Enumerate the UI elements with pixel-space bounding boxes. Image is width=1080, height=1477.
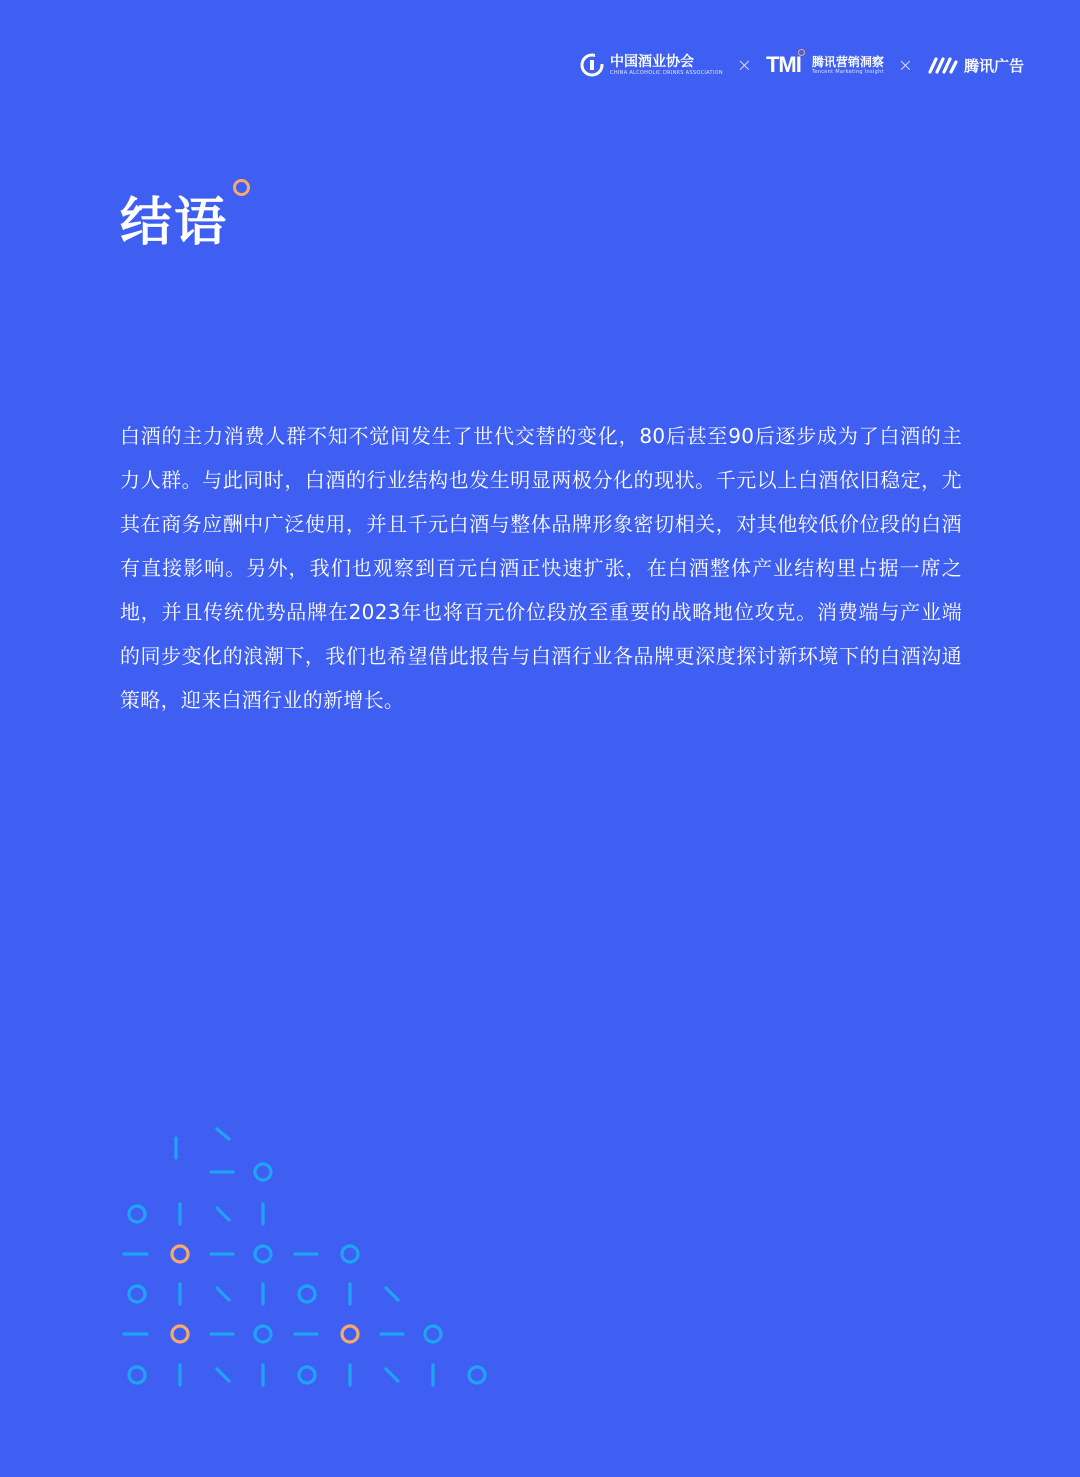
pattern-ring: [255, 1246, 271, 1262]
pattern-dash: [217, 1288, 229, 1300]
tmi-sub: Tencent Marketing Insight: [811, 68, 884, 75]
separator-x: ×: [897, 54, 913, 76]
pattern-ring: [342, 1246, 358, 1262]
pattern-ring: [299, 1367, 315, 1383]
separator-x: ×: [736, 54, 752, 76]
pattern-ring: [255, 1164, 271, 1180]
conclusion-paragraph: 白酒的主力消费人群不知不觉间发生了世代交替的变化，80后甚至90后逐步成为了白酒的主力人群。与此同时，白酒的行业结构也发生明显两极分化的现状。千元以上白酒依旧稳定，尤其在商务应酬中广泛使用，并且千元白酒与整体品牌形象密切相关，对其他较低价位段的白酒有直接影响。另外，我们也观察到百元白酒正快速扩张，在白酒整体产业结构里占据一席之地，并且传统优势品牌在2023年也将百元价位段放至重要的战略地位攻克。消费端与产业端的同步变化的浪潮下，我们也希望借此报告与白酒行业各品牌更深度探讨新环境下的白酒沟通策略，迎来白酒行业的新增长。: [120, 424, 962, 712]
pattern-ring: [469, 1367, 485, 1383]
pattern-dash: [386, 1288, 398, 1300]
pattern-ring: [172, 1326, 188, 1342]
pattern-ring: [255, 1326, 271, 1342]
cada-sub: CHINA ALCOHOLIC DRINKS ASSOCIATION: [610, 69, 723, 76]
tmi-mark: TMI: [766, 52, 801, 78]
pattern-ring: [129, 1367, 145, 1383]
cada-name: 中国酒业协会: [610, 53, 695, 70]
pattern-dash: [386, 1369, 398, 1381]
pattern-ring: [129, 1286, 145, 1302]
page-title: 结语: [120, 193, 229, 253]
pattern-dash: [217, 1369, 229, 1381]
pattern-ring: [342, 1326, 358, 1342]
tencent-ads-name: 腾讯广告: [963, 56, 1024, 75]
pattern-dash: [217, 1129, 229, 1139]
pattern-dash: [217, 1208, 229, 1220]
tmi-name: 腾讯营销洞察: [811, 54, 884, 69]
pattern-ring: [299, 1286, 315, 1302]
pattern-ring: [425, 1326, 441, 1342]
pattern-ring: [129, 1206, 145, 1222]
pattern-ring: [172, 1246, 188, 1262]
